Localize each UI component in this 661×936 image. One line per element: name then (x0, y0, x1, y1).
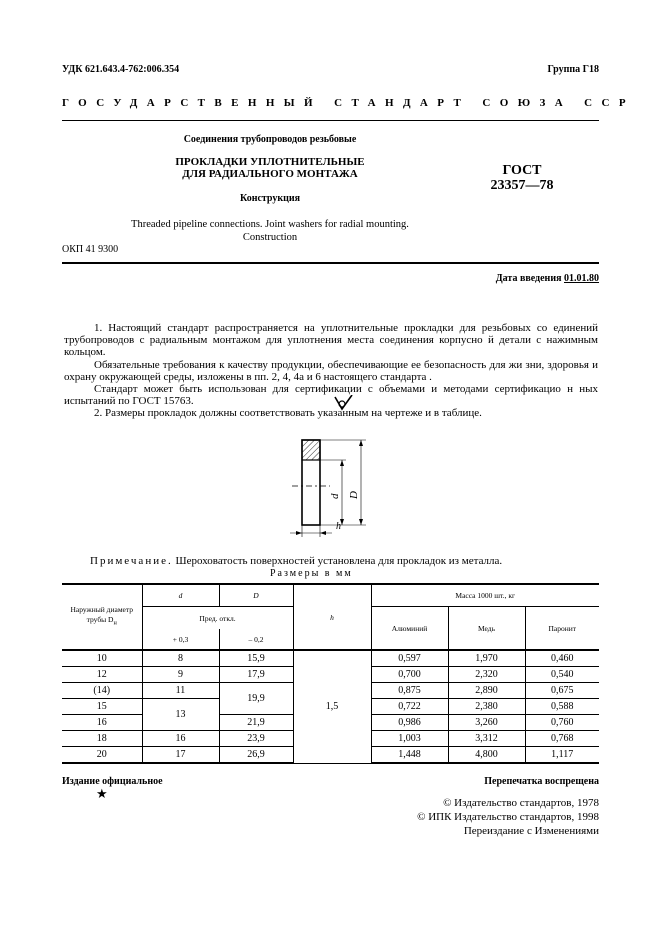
header-D: D (219, 584, 293, 607)
cell-cu: 1,970 (448, 650, 525, 667)
gost-designation (462, 163, 582, 193)
header-pipe-diameter: Наружный диаметр трубы $D_н$ (62, 584, 142, 650)
cell-al: 1,448 (371, 747, 448, 764)
english-line-2: Construction (242, 232, 298, 243)
cell-pipe: 18 (62, 731, 142, 747)
title-line-1: ПРОКЛАДКИ УПЛОТНИТЕЛЬНЫЕ (175, 156, 365, 168)
gost-number: 23357—78 (490, 178, 554, 193)
roughness-symbol (335, 395, 352, 409)
cell-pipe: 20 (62, 747, 142, 764)
cell-cu: 2,320 (448, 667, 525, 683)
official-edition: Издание официальное (62, 776, 163, 787)
header-tolerance: Пред. откл. (142, 607, 293, 630)
english-line-1: Threaded pipeline connections. Joint washers for radial mounting. (131, 219, 409, 230)
cell-d: 17 (142, 747, 219, 764)
cell-cu: 2,890 (448, 683, 525, 699)
copyright-1978: © Издательство стандартов, 1978 (443, 797, 599, 809)
reprint-notice: Перепечатка воспрещена (484, 776, 599, 787)
cell-D-merged: 19,9 (219, 683, 293, 715)
gasket-section-hatch (302, 440, 320, 460)
cell-pipe: 12 (62, 667, 142, 683)
cell-al: 0,722 (371, 699, 448, 715)
paragraph-2: Обязательные требования к качеству продукции, обеспечивающие ее безопасность для жи зни, здоровья и охрану окружающей среды, изложены в пп. 2, 4, 4а и 6 настоящего стандарта . (64, 359, 598, 383)
header-mass: Масса 1000 шт., кг (371, 584, 599, 607)
header-d: d (142, 584, 219, 607)
cell-al: 0,700 (371, 667, 448, 683)
cell-D: 26,9 (219, 747, 293, 764)
arrow-d-top (340, 460, 344, 466)
cell-pipe: 15 (62, 699, 142, 715)
english-title (100, 218, 440, 244)
table-caption: Размеры в мм (270, 568, 353, 579)
introduction-date (496, 273, 599, 284)
cell-par: 0,768 (525, 731, 599, 747)
header-aluminium: Алюминий (371, 607, 448, 651)
label-d: d (329, 493, 341, 499)
cell-al: 0,597 (371, 650, 448, 667)
arrow-h-right (320, 531, 326, 535)
construction-label: Конструкция (239, 193, 301, 204)
cell-d: 16 (142, 731, 219, 747)
arrow-D-top (359, 440, 363, 446)
label-h: h (336, 521, 341, 532)
header-tol-d: + 0,3 (142, 629, 219, 650)
header-rule (62, 120, 599, 121)
cell-d: 8 (142, 650, 219, 667)
cell-D: 15,9 (219, 650, 293, 667)
gasket-drawing (280, 395, 390, 545)
cell-par: 0,675 (525, 683, 599, 699)
cell-par: 0,460 (525, 650, 599, 667)
cell-al: 0,986 (371, 715, 448, 731)
intro-date-label: Дата введения (495, 273, 562, 284)
paragraph-3: Стандарт может быть использован для сертификации с объемами и методами сертификацио н ных испытаний по ГОСТ 15763. (64, 383, 598, 407)
cell-cu: 3,312 (448, 731, 525, 747)
cell-pipe: 16 (62, 715, 142, 731)
cell-D: 21,9 (219, 715, 293, 731)
cell-cu: 3,260 (448, 715, 525, 731)
reissue-note: Переиздание с Изменениями (463, 825, 599, 837)
note-label: Примечание. (90, 555, 173, 567)
cell-d-merged: 13 (142, 699, 219, 731)
cell-pipe: (14) (62, 683, 142, 699)
cell-h: 1,5 (293, 650, 371, 763)
dimensions-table (62, 583, 599, 764)
paragraph-1: 1. Настоящий стандарт распространяется на уплотнительные прокладки для резьбовых со единений трубопроводов с радиальным монтажом для уплотнения места соединения корпусно й детали с нажимным кольцом. (64, 322, 598, 358)
star-icon: ★ (96, 786, 108, 801)
header-paronite: Паронит (525, 607, 599, 651)
title-line-2: ДЛЯ РАДИАЛЬНОГО МОНТАЖА (182, 168, 358, 180)
cell-cu: 4,800 (448, 747, 525, 764)
state-standard-heading: ГОСУДАРСТВЕННЫЙ СТАНДАРТ СОЮЗА ССР (62, 97, 635, 109)
cell-d: 11 (142, 683, 219, 699)
label-D: D (348, 491, 360, 499)
okp-rule (62, 262, 599, 264)
document-title (130, 156, 410, 180)
cell-par: 0,760 (525, 715, 599, 731)
cell-al: 0,875 (371, 683, 448, 699)
cell-cu: 2,380 (448, 699, 525, 715)
okp-code: ОКП 41 9300 (62, 244, 119, 255)
arrow-D-bottom (359, 519, 363, 525)
note (90, 555, 502, 567)
copyright-1998: © ИПК Издательство стандартов, 1998 (417, 811, 599, 823)
cell-D: 17,9 (219, 667, 293, 683)
cell-D: 23,9 (219, 731, 293, 747)
paragraph-4: 2. Размеры прокладок должны соответствовать указанным на чертеже и в таблице. (94, 407, 482, 419)
cell-par: 1,117 (525, 747, 599, 764)
table-row (62, 650, 599, 667)
cell-pipe: 10 (62, 650, 142, 667)
header-h: h (293, 584, 371, 650)
header-tol-D: – 0,2 (219, 629, 293, 650)
group-code: Группа Г18 (547, 64, 599, 75)
arrow-h-left (296, 531, 302, 535)
udk-code: УДК 621.643.4-762:006.354 (62, 64, 180, 75)
gost-label: ГОСТ (502, 163, 542, 178)
cell-d: 9 (142, 667, 219, 683)
intro-date-value: 01.01.80 (564, 273, 599, 284)
cell-al: 1,003 (371, 731, 448, 747)
note-text: Шероховатость поверхностей установлена для прокладок из металла. (175, 555, 503, 567)
cell-par: 0,588 (525, 699, 599, 715)
header-copper: Медь (448, 607, 525, 651)
subject: Соединения трубопроводов резьбовые (183, 134, 357, 145)
cell-par: 0,540 (525, 667, 599, 683)
